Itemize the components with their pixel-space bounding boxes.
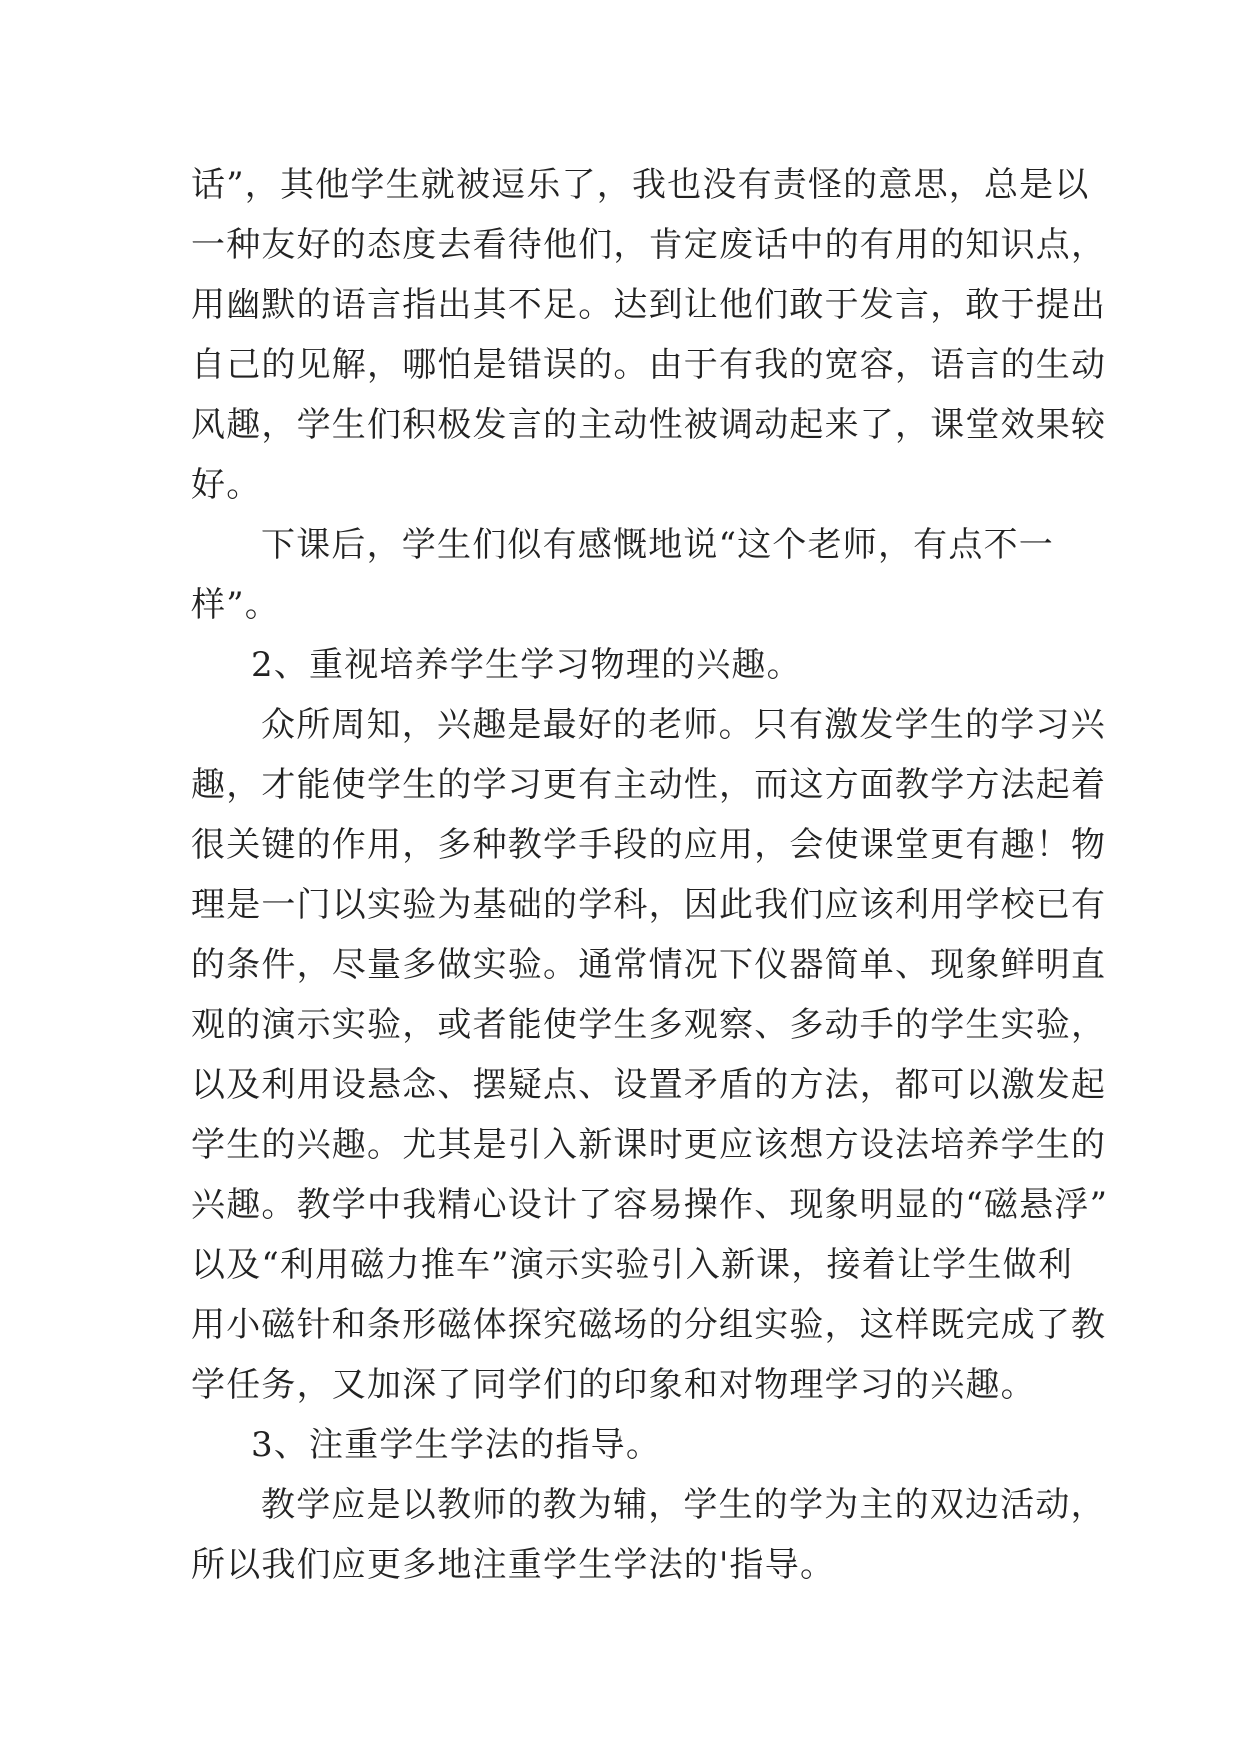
- text-line: 理是一门以实验为基础的学科，因此我们应该利用学校已有: [191, 885, 1107, 925]
- text-line: 兴趣。教学中我精心设计了容易操作、现象明显的“磁悬浮”: [191, 1185, 1109, 1225]
- text-line: 话”，其他学生就被逗乐了，我也没有责怪的意思，总是以: [191, 165, 1090, 205]
- document-body: [191, 155, 1109, 1595]
- paragraph-first-line: 下课后，学生们似有感慨地说“这个老师，有点不一: [261, 525, 1054, 565]
- text-line: 好。: [191, 465, 262, 505]
- text-line: 用小磁针和条形磁体探究磁场的分组实验，这样既完成了教: [191, 1305, 1107, 1345]
- text-line: 观的演示实验，或者能使学生多观察、多动手的学生实验，: [191, 1005, 1107, 1045]
- text-line: 一种友好的态度去看待他们，肯定废话中的有用的知识点，: [191, 225, 1107, 265]
- section-heading: 3、注重学生学法的指导。: [251, 1425, 662, 1465]
- text-line: 学生的兴趣。尤其是引入新课时更应该想方设法培养学生的: [191, 1125, 1107, 1165]
- text-line: 很关键的作用，多种教学手段的应用，会使课堂更有趣！物: [191, 825, 1107, 865]
- text-line: 用幽默的语言指出其不足。达到让他们敢于发言，敢于提出: [191, 285, 1107, 325]
- section-heading: 2、重视培养学生学习物理的兴趣。: [251, 645, 802, 685]
- text-line: 所以我们应更多地注重学生学法的'指导。: [191, 1545, 836, 1585]
- text-line: 自己的见解，哪怕是错误的。由于有我的宽容，语言的生动: [191, 345, 1107, 385]
- text-line: 样”。: [191, 585, 280, 625]
- text-line: 以及利用设悬念、摆疑点、设置矛盾的方法，都可以激发起: [191, 1065, 1107, 1105]
- paragraph-first-line: 众所周知，兴趣是最好的老师。只有激发学生的学习兴: [261, 705, 1106, 745]
- paragraph-first-line: 教学应是以教师的教为辅，学生的学为主的双边活动，: [261, 1485, 1106, 1525]
- text-line: 学任务，又加深了同学们的印象和对物理学习的兴趣。: [191, 1365, 1036, 1405]
- text-line: 风趣，学生们积极发言的主动性被调动起来了，课堂效果较: [191, 405, 1107, 445]
- text-line: 以及“利用磁力推车”演示实验引入新课，接着让学生做利: [191, 1245, 1073, 1285]
- text-line: 的条件，尽量多做实验。通常情况下仪器简单、现象鲜明直: [191, 945, 1107, 985]
- text-line: 趣，才能使学生的学习更有主动性，而这方面教学方法起着: [191, 765, 1107, 805]
